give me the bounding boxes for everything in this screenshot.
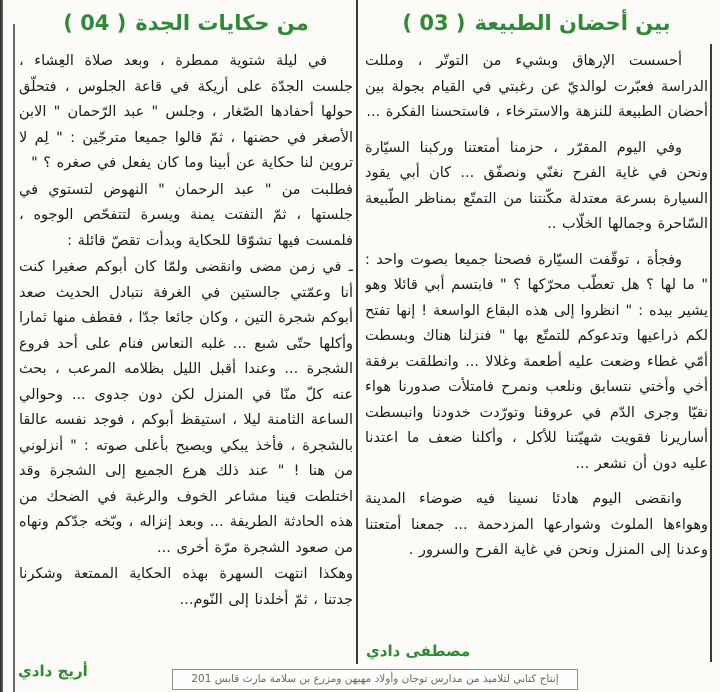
left-column-border-line [13,24,15,692]
article-03-paragraph-2: وفي اليوم المقرّر ، حزمنا أمتعتنا وركبنا السيّارة ونحن في غاية الفرح نغنّي ونصفّق ... كان أبي يقود السيارة بسرعة معتدلة مكّنتنا من التمتّع بمناظر الطّبيعة السّاحرة وجمالها الخلّاب .. [365,139,708,232]
article-nature-embrace [365,6,708,638]
article-03-paragraph-1: أحسست الإرهاق وبشيء من التوتّر ، ومللت الدراسة فعبّرت لوالديّ عن رغبتي في القيام بجولة بين أحضان الطبيعة للنزهة والاسترخاء ، فاستحسنا الفكرة ... [365,53,708,120]
article-03-author-signature: مصطفى دادي [366,642,471,660]
article-03-title [365,8,708,38]
article-04-title [19,8,353,38]
article-04-paragraph-4: وهكذا انتهت السهرة بهذه الحكاية الممتعة وشكرنا جدتنا ، ثمّ أخلدنا إلى النّوم... [19,566,353,608]
article-04-paragraph-2: فطلبت من " عبد الرحمان " النهوض لتستوي في جلستها ، ثمّ التفتت يمنة ويسرة لتتفحّص الوجوه ، فلمست فيها تشوّقا للحكاية وبدأت تقصّ قائلة : [19,181,353,249]
article-04-number: ( 04 ) [63,11,127,35]
article-04-paragraph-1: في ليلة شتوية ممطرة ، وبعد صلاة العِشاء ، جلست الجدّة على أريكة في قاعة الجلوس ، فتحلّق حولها أحفادها الصّغار ، وجلس " عبد الرّحمان " الابن الأصغر في حضنها ، ثمّ قالوا جميعا مترجّين : " لِم لا تروين لنا حكاية عن أبينا وما كان يفعل في صغره ؟ " [19,53,353,171]
footer-caption-box [172,669,578,690]
article-04-paragraph-3: ـ في زمن مضى وانقضى ولمّا كان أبوكم صغيرا كنت أنا وعمّتي جالستين في الغرفة نتبادل الحديث صعد أبوكم شجرة التين ، وكان جائعا جدّا ، فقطف منها ثمارا وأكلها حتّى شبع ... غلبه النعاس فنام على أحد فروع الشجرة ... وعندا أقبل الليل بظلامه المرعب ، بحث عنه كلّ منّا في المنزل لكن دون جدوى ... وحوالي الساعة الثامنة ليلا ، استيقظ أبوكم ، فوجد نفسه عالقا بالشجرة ، فأخذ يبكي ويصيح بأعلى صوته : " أنزلوني من هنا ! " عند ذلك هرع الجميع إلى الشجرة وقد اختلطت فينا مشاعر الخوف والرغبة في الضحك من هذه الحادثة الطريفة ... وبعد إنزاله ، وبّخه جدّكم ونهاه من صعود الشجرة مرّة أخرى ... [19,259,353,556]
article-03-number: ( 03 ) [402,11,466,35]
scan-edge-shadow [0,0,3,692]
right-column-border-line [710,44,712,662]
article-03-paragraph-3: وفجأة ، توقّفت السيّارة فصحنا جميعا بصوت واحد : " ما لها ؟ هل تعطّب محرّكها ؟ " فابتسم أبي قائلا وهو يشير بيده : " انظروا إلى هذه البقاع الواسعة ! إنها تفتح لكم ذراعيها وتدعوكم للتمتّع بها " فنزلنا هناك وبسطت أمّي غطاء وضعت عليه أطعمة وغلالا ... وانطلقت برفقة أخي وأختي نتسابق ونلعب ونمرح فامتلأت صدورنا هواء نقيّا وجرى الدّم في عروقنا وتورّدت خدودنا وانبسطت أساريرنا فقويت شهيّتنا للأكل ، وأكلنا ضعف ما اعتدنا عليه دون أن نشعر ... [365,251,708,472]
footer-caption-text: إنتاج كتابي لتلاميذ من مدارس توجان وأولاد مهيهن ومزرع بن سلامة مارث قابس 201 [191,673,559,685]
article-04-author-signature: أريج دادي [18,662,88,680]
article-03-title-text: بين أحضان الطبيعة [474,11,671,35]
center-divider-line [356,0,358,664]
article-04-title-text: من حكايات الجدة [135,11,309,35]
article-03-paragraph-4: وانقضى اليوم هادئا نسينا فيه ضوضاء المدينة وهواءها الملوث وشوارعها المزدحمة ... جمعنا أمتعتنا وعدنا إلى المنزل ونحن في غاية الفرح والسرور . [365,491,708,558]
article-grandmother-tales [19,6,353,660]
